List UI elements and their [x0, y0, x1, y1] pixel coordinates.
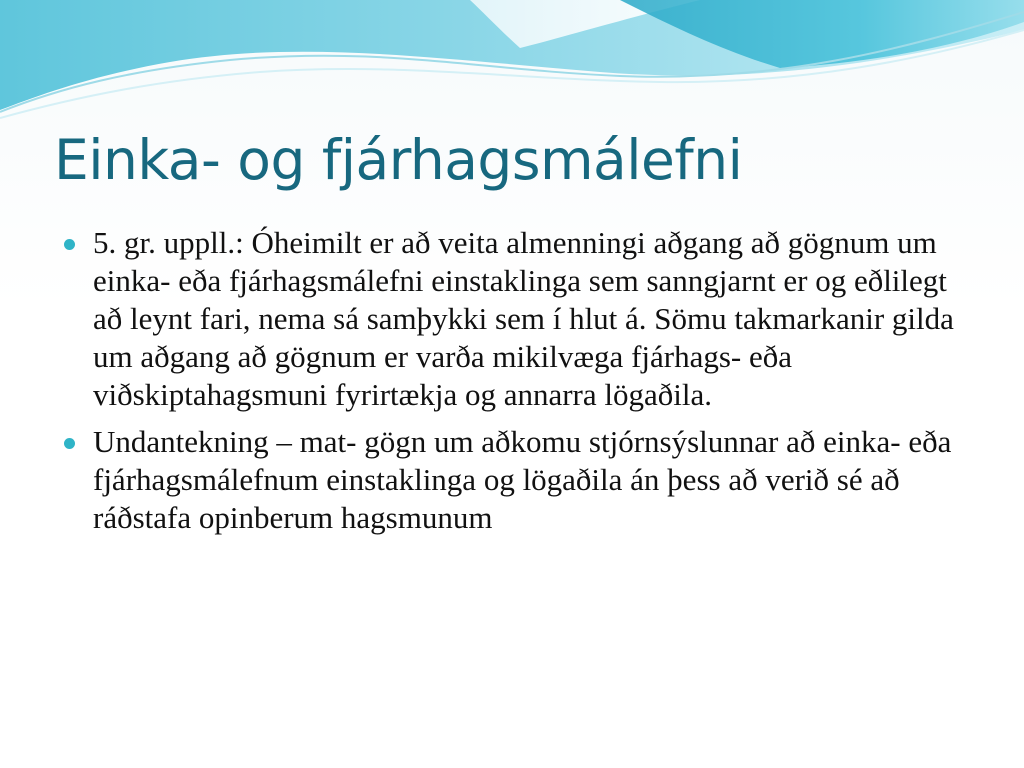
bullet-item	[60, 224, 980, 414]
bullet-text: 5. gr. uppll.: Óheimilt er að veita almenningi aðgang að gögnum um einka- eða fjárhagsmálefni einstaklinga sem sanngjarnt er og eðlilegt að leynt fari, nema sá samþykki sem í hlut á. Sömu takmarkanir gilda um aðgang að gögnum er varða mikilvæga fjárhags- eða viðskiptahagsmuni fyrirtækja og annarra lögaðila.	[93, 225, 954, 412]
bullet-dot-icon	[64, 438, 75, 449]
header-wave-decoration	[0, 0, 1024, 130]
bullet-text: Undantekning – mat- gögn um aðkomu stjórnsýslunnar að einka- eða fjárhagsmálefnum einstaklinga og lögaðila án þess að verið sé að ráðstafa opinberum hagsmunum	[93, 424, 952, 535]
bullet-item	[60, 423, 980, 537]
slide-title: Einka- og fjárhagsmálefni	[54, 128, 743, 192]
bullet-dot-icon	[64, 239, 75, 250]
bullet-list	[60, 224, 980, 546]
